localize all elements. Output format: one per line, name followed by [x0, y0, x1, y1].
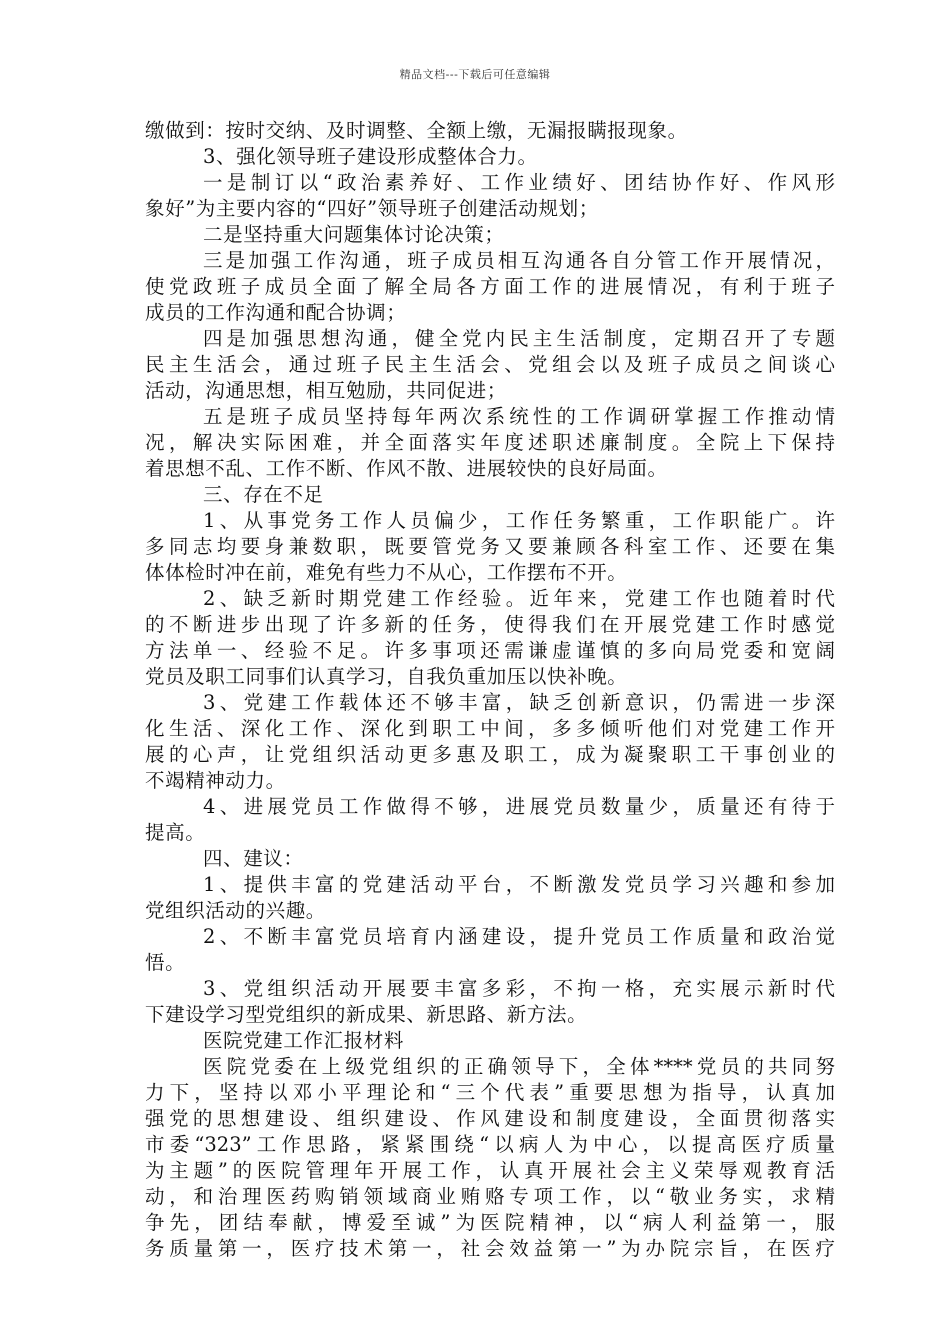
text-line: 一是制订以“政治素养好、工作业绩好、团结协作好、作风形	[203, 171, 835, 194]
text-line: 2、不断丰富党员培育内涵建设，提升党员工作质量和政治觉	[203, 925, 835, 948]
text-line: 务质量第一，医疗技术第一，社会效益第一”为办院宗旨，在医疗	[145, 1237, 835, 1260]
text-line: 三是加强工作沟通，班子成员相互沟通各自分管工作开展情况，	[203, 249, 835, 272]
text-line: 动，和治理医药购销领域商业贿赂专项工作，以“敬业务实，求精	[145, 1185, 835, 1208]
text-line: 着思想不乱、工作不断、作风不散、进展较快的良好局面。	[145, 457, 668, 480]
text-line: 象好”为主要内容的“四好”领导班子创建活动规划；	[145, 197, 599, 220]
page-header: 精品文档---下载后可任意编辑	[399, 68, 551, 81]
text-line: 四是加强思想沟通，健全党内民主生活制度，定期召开了专题	[203, 327, 835, 350]
text-line: 缴做到：按时交纳、及时调整、全额上缴，无漏报瞒报现象。	[145, 119, 688, 142]
text-line: 体体检时冲在前，难免有些力不从心，工作摆布不开。	[145, 561, 628, 584]
text-line: 强党的思想建设、组织建设、作风建设和制度建设，全面贯彻落实	[145, 1107, 835, 1130]
text-line: 3、党组织活动开展要丰富多彩，不拘一格，充实展示新时代	[203, 977, 835, 1000]
text-line: 1、提供丰富的党建活动平台，不断激发党员学习兴趣和参加	[203, 873, 835, 896]
text-line: 的不断进步出现了许多新的任务，使得我们在开展党建工作时感觉	[145, 613, 835, 636]
text-line: 三、存在不足	[203, 483, 324, 506]
text-line: 医院党建工作汇报材料	[203, 1029, 405, 1052]
text-line: 2、缺乏新时期党建工作经验。近年来，党建工作也随着时代	[203, 587, 835, 610]
text-line: 成员的工作沟通和配合协调；	[145, 301, 407, 324]
text-line: 为主题”的医院管理年开展工作，认真开展社会主义荣辱观教育活	[145, 1159, 835, 1182]
text-line: 使党政班子成员全面了解全局各方面工作的进展情况，有利于班子	[145, 275, 835, 298]
text-line: 医院党委在上级党组织的正确领导下，全体****党员的共同努	[203, 1055, 835, 1078]
text-line: 力下，坚持以邓小平理论和“三个代表”重要思想为指导，认真加	[145, 1081, 835, 1104]
text-line: 提高。	[145, 821, 206, 844]
document-body	[145, 118, 835, 1262]
text-line: 3、强化领导班子建设形成整体合力。	[203, 145, 538, 168]
text-line: 下建设学习型党组织的新成果、新思路、新方法。	[145, 1003, 588, 1026]
text-line: 不竭精神动力。	[145, 769, 286, 792]
text-line: 方法单一、经验不足。许多事项还需谦虚谨慎的多向局党委和宽阔	[145, 639, 835, 662]
text-line: 3、党建工作载体还不够丰富，缺乏创新意识，仍需进一步深	[203, 691, 835, 714]
text-line: 化生活、深化工作、深化到职工中间，多多倾听他们对党建工作开	[145, 717, 835, 740]
text-line: 党组织活动的兴趣。	[145, 899, 326, 922]
text-line: 4、进展党员工作做得不够，进展党员数量少，质量还有待于	[203, 795, 835, 818]
text-line: 争先，团结奉献，博爱至诚”为医院精神，以“病人利益第一，服	[145, 1211, 835, 1234]
text-line: 四、建议：	[203, 847, 304, 870]
text-line: 多同志均要身兼数职，既要管党务又要兼顾各科室工作、还要在集	[145, 535, 835, 558]
text-line: 市委“323”工作思路，紧紧围绕“以病人为中心，以提高医疗质量	[145, 1133, 835, 1156]
text-line: 1、从事党务工作人员偏少，工作任务繁重，工作职能广。许	[203, 509, 835, 532]
text-line: 展的心声，让党组织活动更多惠及职工，成为凝聚职工干事创业的	[145, 743, 835, 766]
text-line: 党员及职工同事们认真学习，自我负重加压以快补晚。	[145, 665, 628, 688]
text-line: 民主生活会，通过班子民主生活会、党组会以及班子成员之间谈心	[145, 353, 835, 376]
text-line: 活动，沟通思想，相互勉励，共同促进；	[145, 379, 507, 402]
text-line: 五是班子成员坚持每年两次系统性的工作调研掌握工作推动情	[203, 405, 835, 428]
text-line: 二是坚持重大问题集体讨论决策；	[203, 223, 505, 246]
text-line: 况，解决实际困难，并全面落实年度述职述廉制度。全院上下保持	[145, 431, 835, 454]
text-line: 悟。	[145, 951, 186, 974]
